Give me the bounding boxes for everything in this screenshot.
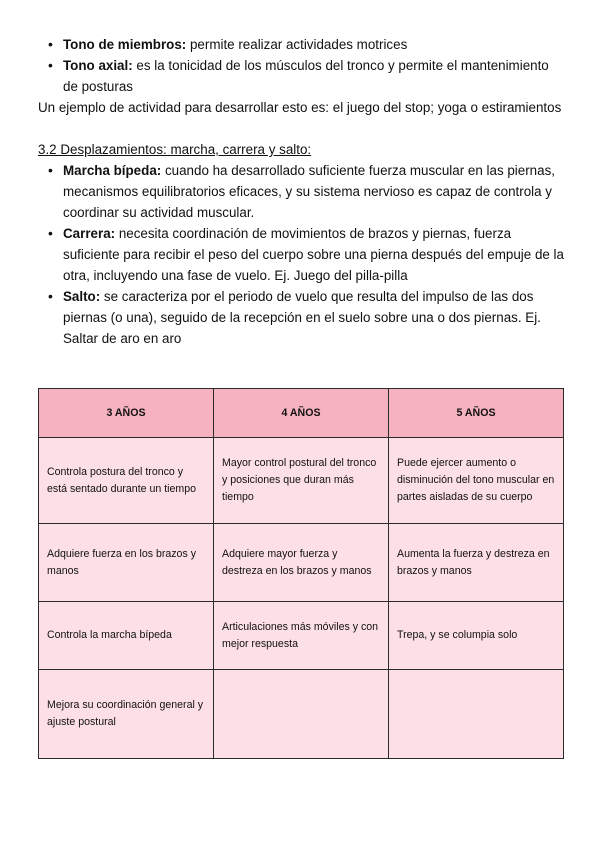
section-heading: 3.2 Desplazamientos: marcha, carrera y salto: <box>38 142 312 157</box>
bullet-text: cuando ha desarrollado suficiente fuerza muscular en las piernas, mecanismos equilibratorios eficaces, y su sistema nervioso es capaz de controla y coordinar su actividad muscular. <box>63 163 555 220</box>
column-header: 5 AÑOS <box>389 389 564 438</box>
table-row <box>39 438 564 524</box>
example-paragraph: Un ejemplo de actividad para desarrollar esto es: el juego del stop; yoga o estiramientos <box>38 100 562 115</box>
table-row <box>39 602 564 670</box>
column-header: 3 AÑOS <box>39 389 214 438</box>
list-item <box>38 223 566 286</box>
bullet-term: Salto: <box>63 289 101 304</box>
list-item <box>38 34 566 55</box>
bullet-text: permite realizar actividades motrices <box>186 37 408 52</box>
bullet-text: se caracteriza por el periodo de vuelo que resulta del impulso de las dos piernas (o una), seguido de la recepción en el suelo sobre una o dos piernas. Ej. Saltar de aro en aro <box>63 289 541 346</box>
table-cell: Controla postura del tronco y está sentado durante un tiempo <box>39 438 214 524</box>
displacement-bullet-list <box>38 160 566 349</box>
list-item <box>38 55 566 97</box>
development-table <box>38 388 564 759</box>
list-item <box>38 160 566 223</box>
bullet-text: necesita coordinación de movimientos de brazos y piernas, fuerza suficiente para recibir el peso del cuerpo sobre una pierna después del empuje de la otra, incluyendo una fase de vuelo. Ej. Juego del pilla-pilla <box>63 226 564 283</box>
bullet-term: Tono de miembros: <box>63 37 187 52</box>
table-cell: Puede ejercer aumento o disminución del tono muscular en partes aisladas de su cuerpo <box>389 438 564 524</box>
list-item <box>38 286 566 349</box>
table-cell: Adquiere mayor fuerza y destreza en los brazos y manos <box>214 524 389 602</box>
bullet-text: es la tonicidad de los músculos del tronco y permite el mantenimiento de posturas <box>63 58 549 94</box>
table-cell: Adquiere fuerza en los brazos y manos <box>39 524 214 602</box>
table-cell: Controla la marcha bípeda <box>39 602 214 670</box>
table-cell: Mayor control postural del tronco y posiciones que duran más tiempo <box>214 438 389 524</box>
table-cell <box>214 670 389 759</box>
table-cell: Mejora su coordinación general y ajuste postural <box>39 670 214 759</box>
table-cell: Articulaciones más móviles y con mejor respuesta <box>214 602 389 670</box>
table-row <box>39 670 564 759</box>
column-header: 4 AÑOS <box>214 389 389 438</box>
tone-bullet-list <box>38 34 566 97</box>
table-cell: Trepa, y se columpia solo <box>389 602 564 670</box>
table-header-row <box>39 389 564 438</box>
document-page <box>38 34 566 349</box>
table-cell: Aumenta la fuerza y destreza en brazos y manos <box>389 524 564 602</box>
bullet-term: Tono axial: <box>63 58 133 73</box>
table-cell <box>389 670 564 759</box>
bullet-term: Carrera: <box>63 226 116 241</box>
table-row <box>39 524 564 602</box>
bullet-term: Marcha bípeda: <box>63 163 162 178</box>
